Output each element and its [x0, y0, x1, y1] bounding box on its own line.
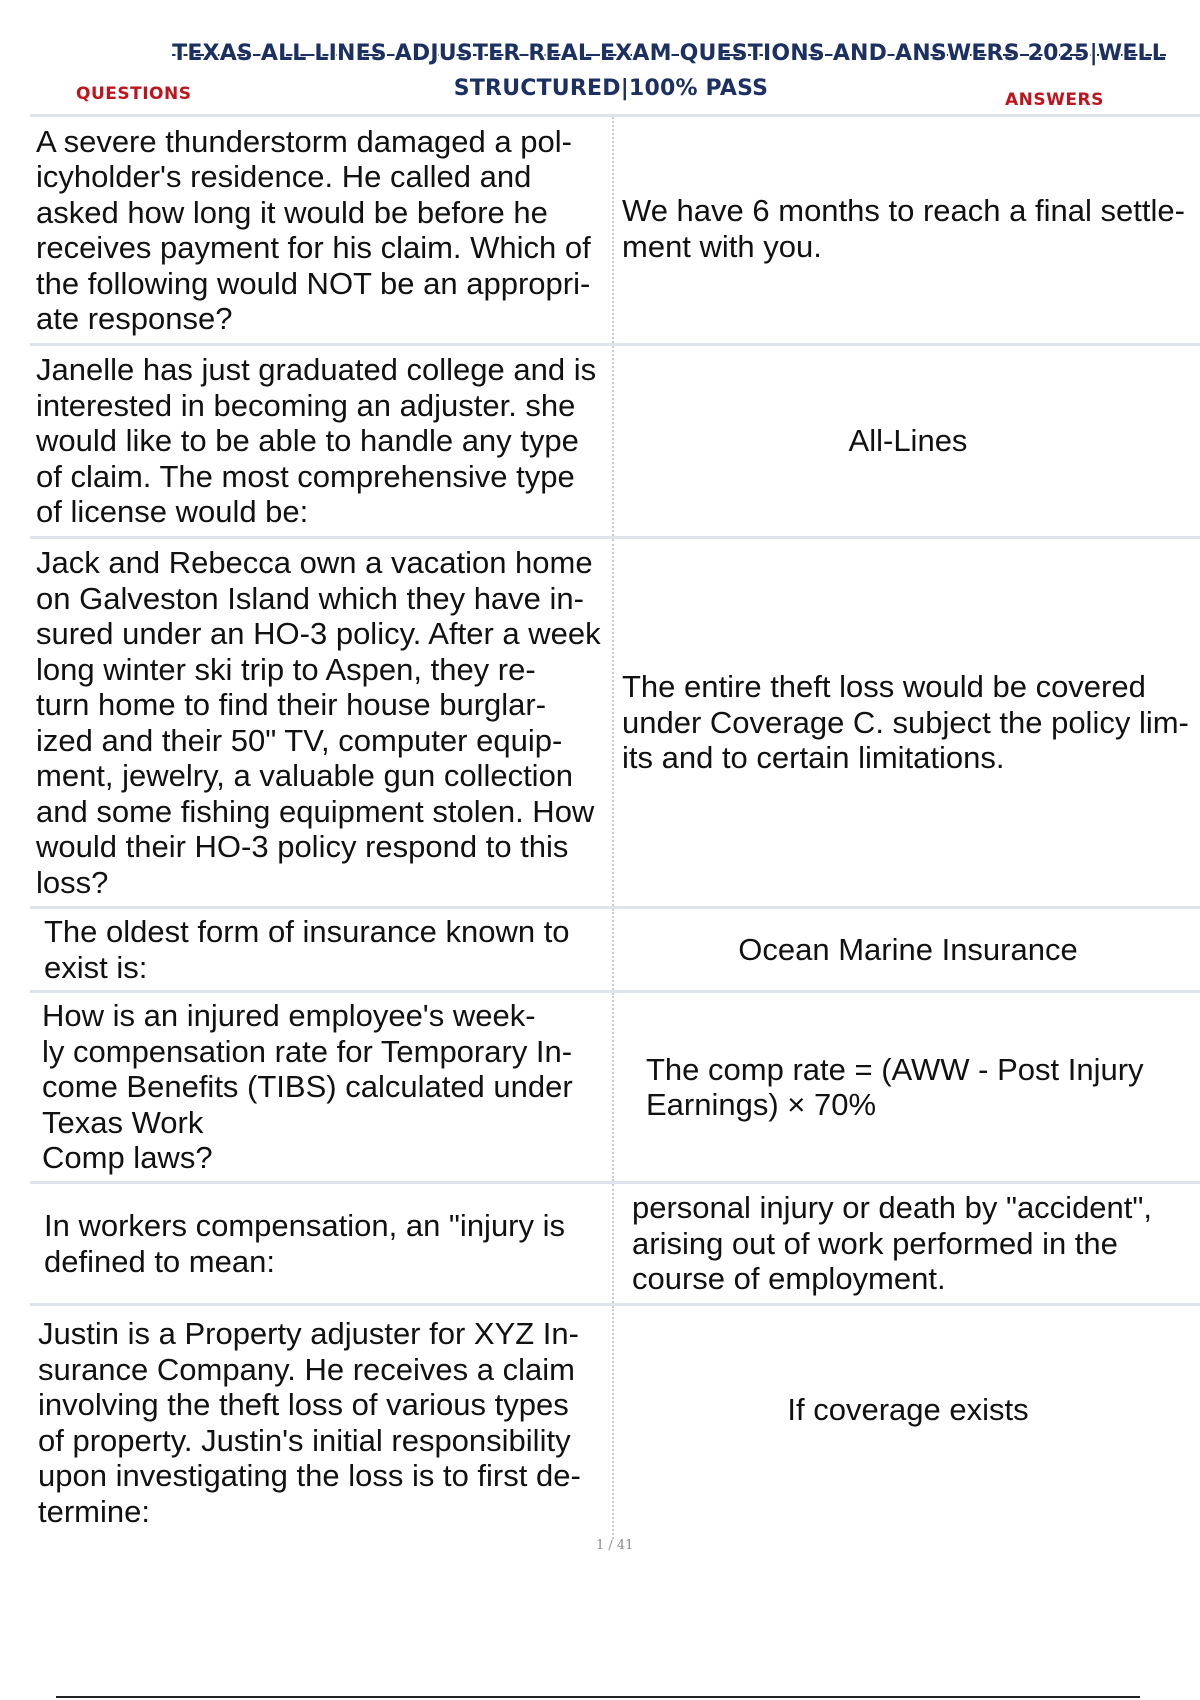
- qa-table: [30, 114, 1200, 1539]
- question-cell: How is an injured employee's week- ly compensation rate for Temporary In- come Benefits (TIBS) calculated under Texas Work Comp laws?: [30, 993, 614, 1181]
- document-title: [56, 36, 1166, 106]
- qa-row: [30, 539, 1200, 909]
- question-cell: Janelle has just graduated college and is interested in becoming an adjuster. she would like to be able to handle any type of claim. The most comprehensive type of license would be:: [30, 346, 614, 536]
- question-cell: In workers compensation, an "injury is defined to mean:: [30, 1184, 614, 1303]
- question-cell: The oldest form of insurance known to exist is:: [30, 909, 614, 990]
- question-cell: A severe thunderstorm damaged a pol- icyholder's residence. He called and asked how long it would be before he receives payment for his claim. Which of the following would NOT be an appropri- ate response?: [30, 117, 614, 343]
- question-cell: Jack and Rebecca own a vacation home on Galveston Island which they have in- sured under an HO-3 policy. After a week long winter ski trip to Aspen, they re- turn home to find their house burglar- ized and their 50" TV, computer equip- ment, jewelry, a valuable gun collection and some fishing equipment stolen. How would their HO-3 policy respond to this loss?: [30, 539, 614, 906]
- document-header: [56, 36, 1166, 106]
- qa-row: [30, 1184, 1200, 1306]
- page-number: 1 / 41: [596, 1538, 634, 1553]
- question-cell: Justin is a Property adjuster for XYZ In- surance Company. He receives a claim involving the theft loss of various types of property. Justin's initial responsibility upon investigating the loss is to first de- termine:: [30, 1306, 614, 1539]
- answer-cell: The comp rate = (AWW - Post Injury Earnings) × 70%: [646, 1051, 1144, 1122]
- document-title-line-1: TEXAS ALL LINES ADJUSTER REAL EXAM QUESTIONS AND ANSWERS 2025|WELL: [172, 41, 1166, 66]
- answer-cell: We have 6 months to reach a final settle- ment with you.: [622, 193, 1185, 264]
- qa-row: [30, 993, 1200, 1184]
- qa-row: [30, 117, 1200, 346]
- answer-cell: personal injury or death by "accident", arising out of work performed in the course of employment.: [632, 1190, 1153, 1297]
- qa-row: [30, 1306, 1200, 1539]
- answers-column-label: ANSWERS: [1005, 90, 1104, 110]
- answer-cell: All-Lines: [848, 423, 968, 459]
- answer-cell: Ocean Marine Insurance: [738, 931, 1078, 967]
- answer-cell: If coverage exists: [787, 1392, 1029, 1427]
- qa-row: [30, 346, 1200, 539]
- footer-divider: [56, 1696, 1140, 1698]
- answer-cell: The entire theft loss would be covered under Coverage C. subject the policy lim- its and to certain limitations.: [622, 669, 1189, 776]
- questions-column-label: QUESTIONS: [76, 84, 192, 104]
- qa-row: [30, 909, 1200, 993]
- document-title-line-2: STRUCTURED|100% PASS: [453, 76, 769, 101]
